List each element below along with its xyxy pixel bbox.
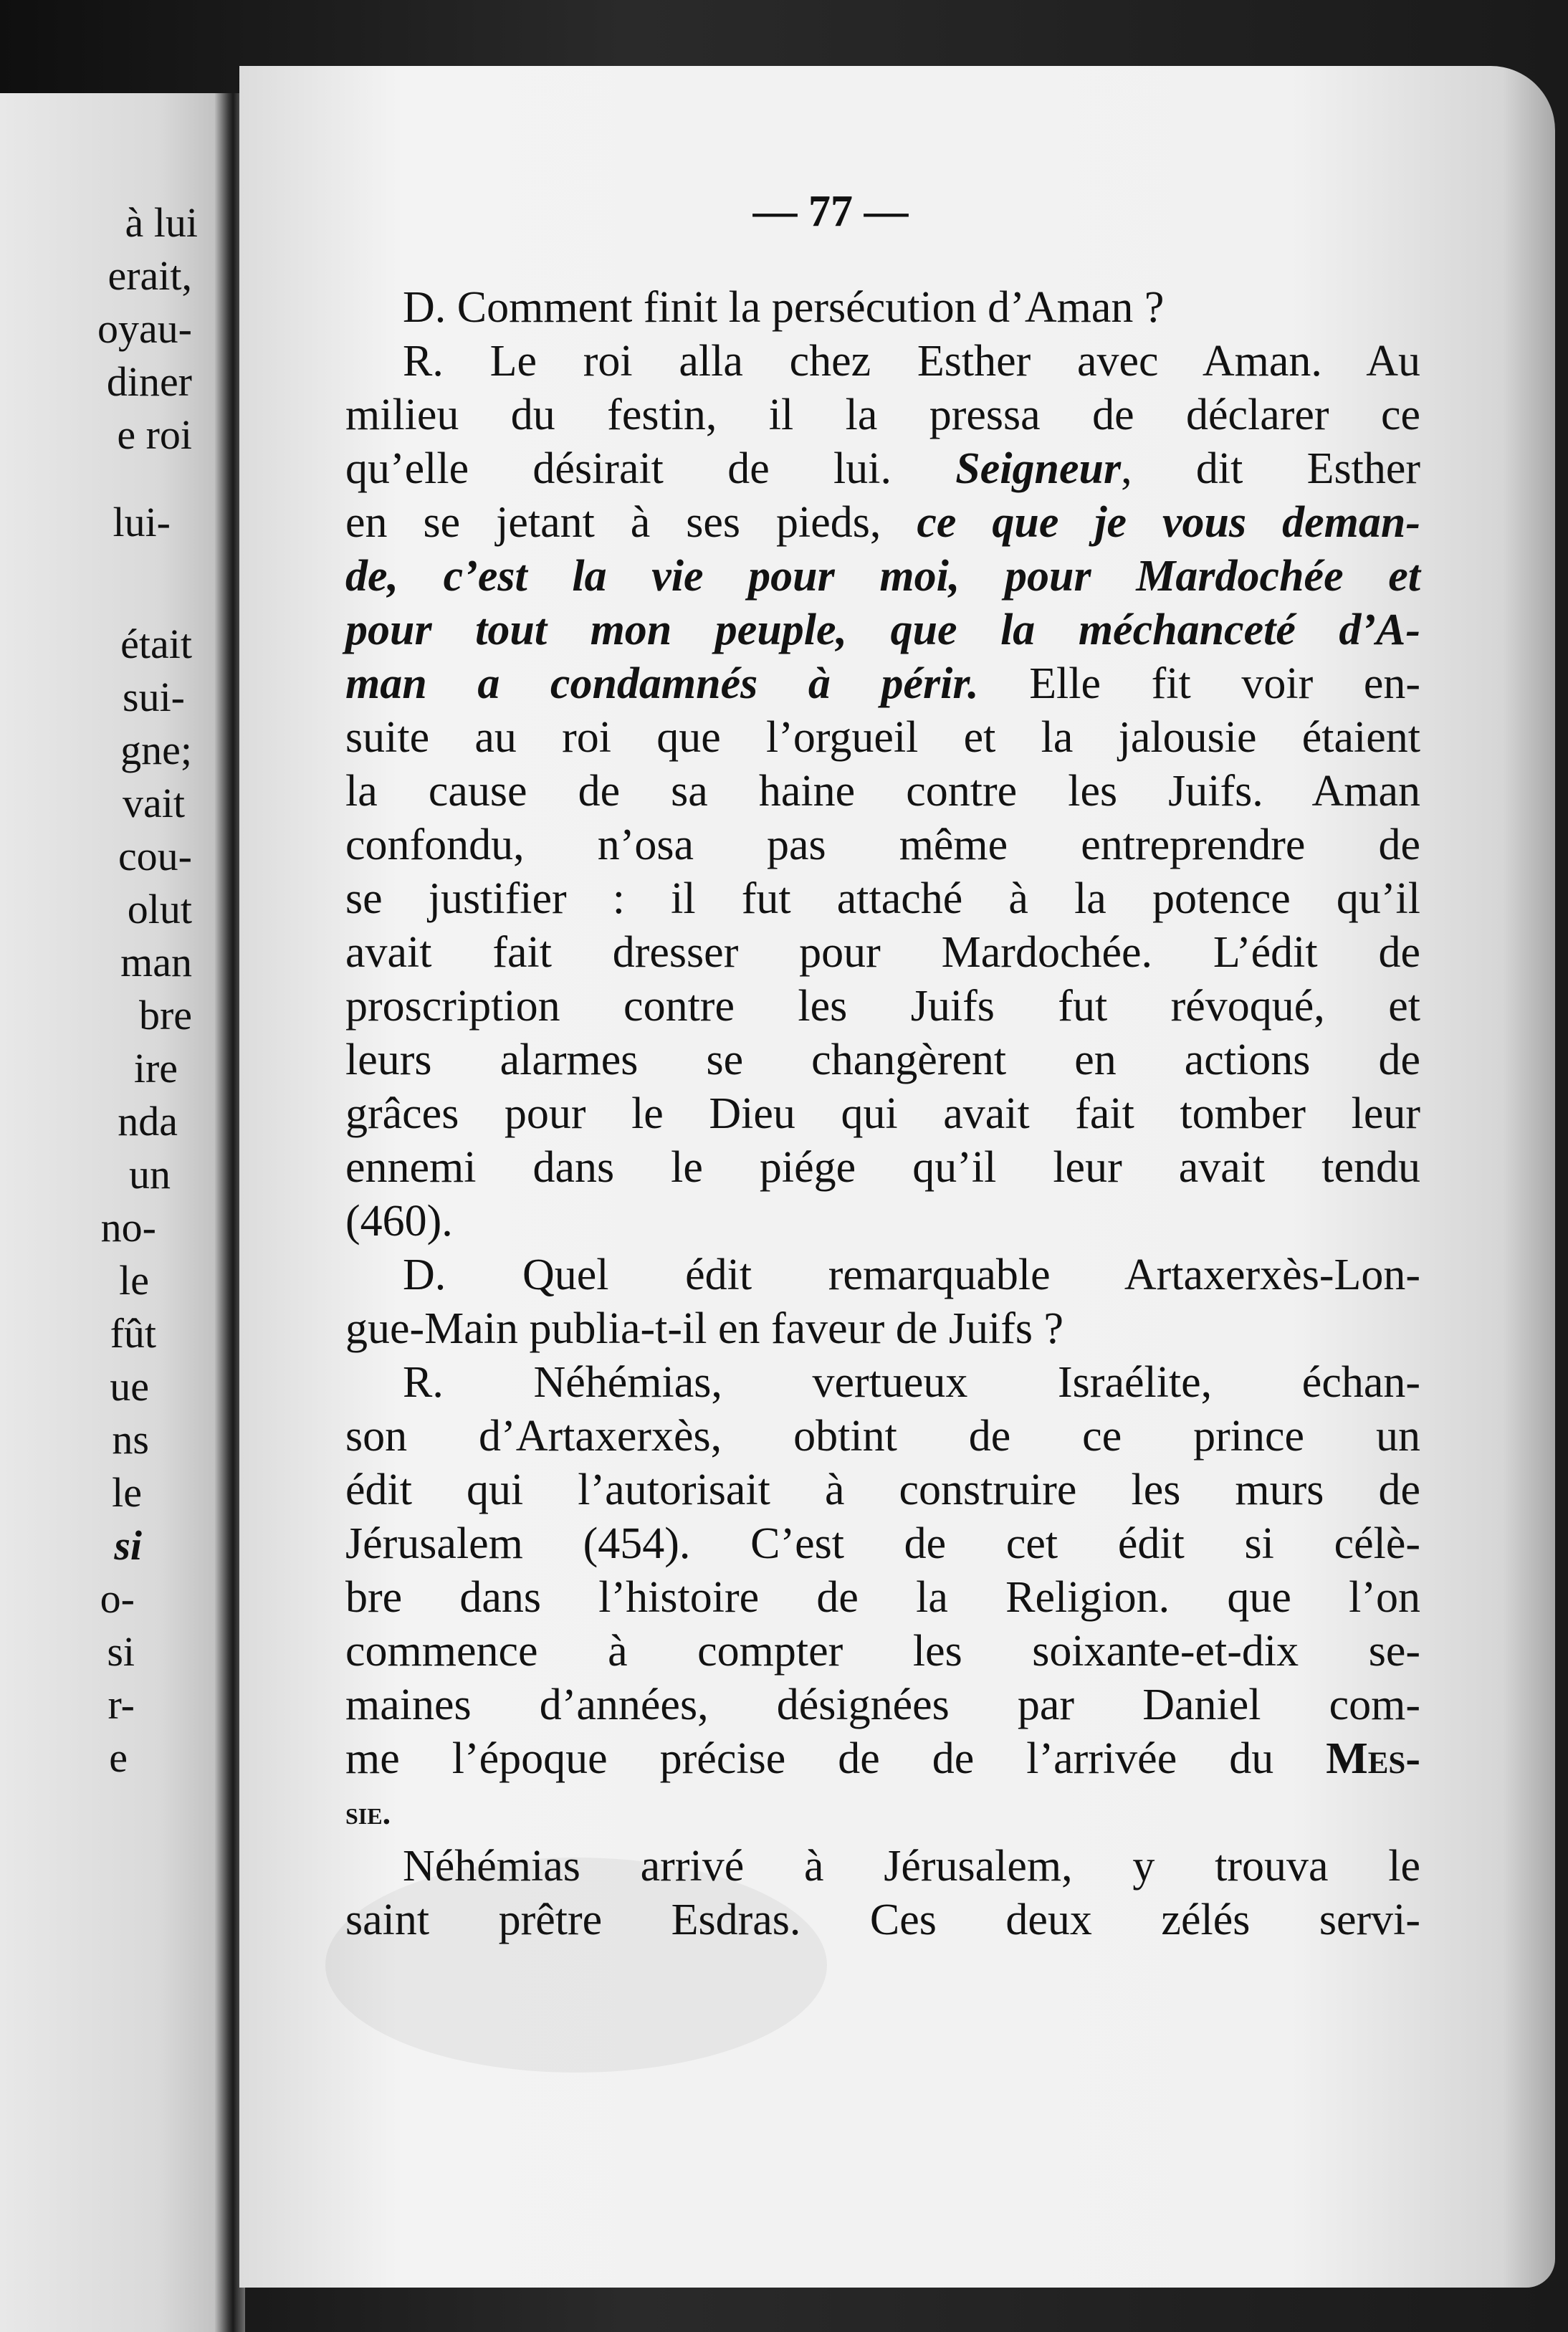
text-segment: édit qui l’autorisait à construire les murs de bbox=[345, 1466, 1420, 1514]
left-page-fragment: cou- bbox=[118, 833, 192, 879]
text-line bbox=[345, 442, 1420, 496]
left-page-fragment: no- bbox=[100, 1204, 156, 1251]
text-line bbox=[345, 281, 1420, 335]
left-page-fragment: oyau- bbox=[97, 305, 192, 352]
text-segment: milieu du festin, il la pressa de déclarer ce bbox=[345, 391, 1420, 439]
text-line bbox=[345, 1893, 1420, 1947]
left-page-fragment: e roi bbox=[117, 411, 192, 458]
left-page-fragment: si bbox=[114, 1522, 142, 1569]
text-segment: (460). bbox=[345, 1197, 453, 1246]
page-text bbox=[345, 281, 1420, 1947]
text-segment: suite au roi que l’orgueil et la jalousie étaient bbox=[345, 713, 1420, 762]
left-page-fragment: fût bbox=[110, 1310, 156, 1357]
text-line bbox=[345, 872, 1420, 926]
text-segment: maines d’années, désignées par Daniel com- bbox=[345, 1681, 1420, 1729]
text-segment: son d’Artaxerxès, obtint de ce prince un bbox=[345, 1412, 1420, 1461]
text-line bbox=[345, 1195, 1420, 1248]
left-page-fragment: le bbox=[119, 1257, 149, 1304]
text-segment: gue-Main publia-t-il en faveur de Juifs ? bbox=[345, 1304, 1063, 1353]
text-line bbox=[345, 1410, 1420, 1463]
text-line bbox=[345, 711, 1420, 765]
left-page-fragment: gne; bbox=[120, 727, 192, 773]
text-segment: R. Néhémias, vertueux Israélite, échan- bbox=[403, 1358, 1420, 1407]
right-page bbox=[239, 66, 1555, 2288]
text-segment: D. Comment finit la persécution d’Aman ? bbox=[403, 283, 1165, 332]
text-line bbox=[345, 1463, 1420, 1517]
text-segment: Jérusalem (454). C’est de cet édit si célè- bbox=[345, 1519, 1420, 1568]
text-segment: leurs alarmes se changèrent en actions de bbox=[345, 1036, 1420, 1084]
text-line bbox=[345, 1786, 1420, 1840]
left-page-fragment: man bbox=[120, 939, 192, 985]
text-segment: Néhémias arrivé à Jérusalem, y trouva le bbox=[403, 1842, 1420, 1891]
text-segment: sie. bbox=[345, 1795, 391, 1831]
text-line bbox=[345, 926, 1420, 980]
left-page-fragment: o- bbox=[100, 1575, 135, 1622]
left-page-fragment: le bbox=[112, 1469, 142, 1516]
left-page-fragment: erait, bbox=[107, 252, 192, 299]
text-segment: Elle fit voir en- bbox=[978, 659, 1420, 708]
text-line bbox=[345, 1033, 1420, 1087]
text-segment: en se jetant à ses pieds, bbox=[345, 498, 917, 547]
left-page-fragment: olut bbox=[127, 886, 192, 932]
text-segment: proscription contre les Juifs fut révoqué, et bbox=[345, 982, 1420, 1031]
text-segment: confondu, n’osa pas même entreprendre de bbox=[345, 821, 1420, 869]
text-segment: D. Quel édit remarquable Artaxerxès-Lon- bbox=[403, 1251, 1420, 1299]
text-segment: la cause de sa haine contre les Juifs. Aman bbox=[345, 767, 1420, 816]
text-line bbox=[345, 603, 1420, 657]
text-line bbox=[345, 980, 1420, 1033]
italic-text: ce que je vous deman- bbox=[917, 498, 1421, 547]
left-page-fragment: était bbox=[120, 621, 192, 667]
text-line bbox=[345, 1141, 1420, 1195]
text-line bbox=[345, 1356, 1420, 1410]
text-segment: qu’elle désirait de lui. bbox=[345, 444, 956, 493]
text-line bbox=[345, 1517, 1420, 1571]
left-page-fragment: vait bbox=[123, 780, 185, 826]
left-page-fragment: ns bbox=[112, 1416, 149, 1463]
text-line bbox=[345, 1248, 1420, 1302]
italic-text: pour tout mon peuple, que la méchanceté d’A- bbox=[345, 606, 1420, 654]
text-segment: avait fait dresser pour Mardochée. L’édit de bbox=[345, 928, 1420, 977]
text-line bbox=[345, 1302, 1420, 1356]
text-line bbox=[345, 550, 1420, 603]
text-line bbox=[345, 1840, 1420, 1893]
text-segment: ennemi dans le piége qu’il leur avait tendu bbox=[345, 1143, 1420, 1192]
text-line bbox=[345, 388, 1420, 442]
left-page-fragment: si bbox=[107, 1628, 135, 1675]
text-line bbox=[345, 1678, 1420, 1732]
text-line bbox=[345, 1732, 1420, 1786]
left-page-fragment: à lui bbox=[125, 199, 198, 246]
text-segment: saint prêtre Esdras. Ces deux zélés servi- bbox=[345, 1896, 1420, 1944]
text-line bbox=[345, 496, 1420, 550]
left-page-fragment: e bbox=[109, 1734, 128, 1781]
text-line bbox=[345, 818, 1420, 872]
text-line bbox=[345, 657, 1420, 711]
text-segment: Mes- bbox=[1326, 1734, 1420, 1783]
left-page-fragment: diner bbox=[106, 358, 192, 405]
italic-text: de, c’est la vie pour moi, pour Mardochée et bbox=[345, 552, 1420, 601]
text-segment: bre dans l’histoire de la Religion. que l’on bbox=[345, 1573, 1420, 1622]
left-page-fragment: lui- bbox=[113, 499, 171, 545]
left-page-fragment: un bbox=[129, 1151, 171, 1198]
text-line bbox=[345, 1087, 1420, 1141]
text-segment: R. Le roi alla chez Esther avec Aman. Au bbox=[403, 337, 1420, 386]
text-line bbox=[345, 1625, 1420, 1678]
text-line bbox=[345, 765, 1420, 818]
left-page-fragment: r- bbox=[107, 1681, 135, 1728]
left-page-fragment: bre bbox=[138, 992, 192, 1038]
left-page-edge bbox=[0, 93, 228, 2332]
text-segment: me l’époque précise de de l’arrivée du bbox=[345, 1734, 1326, 1783]
italic-text: Seigneur bbox=[955, 444, 1122, 493]
text-segment: commence à compter les soixante-et-dix se- bbox=[345, 1627, 1420, 1676]
text-line bbox=[345, 335, 1420, 388]
left-page-fragment: nda bbox=[118, 1098, 178, 1145]
text-segment: grâces pour le Dieu qui avait fait tomber leur bbox=[345, 1089, 1420, 1138]
text-segment: se justifier : il fut attaché à la potence qu’il bbox=[345, 874, 1420, 923]
text-segment: , dit Esther bbox=[1121, 444, 1421, 493]
left-page-fragment: sui- bbox=[123, 674, 185, 720]
page-number: — 77 — bbox=[752, 187, 909, 236]
left-page-fragment: ire bbox=[133, 1045, 178, 1091]
text-line bbox=[345, 1571, 1420, 1625]
left-page-fragment: ue bbox=[110, 1363, 149, 1410]
italic-text: man a condamnés à périr. bbox=[345, 659, 979, 708]
